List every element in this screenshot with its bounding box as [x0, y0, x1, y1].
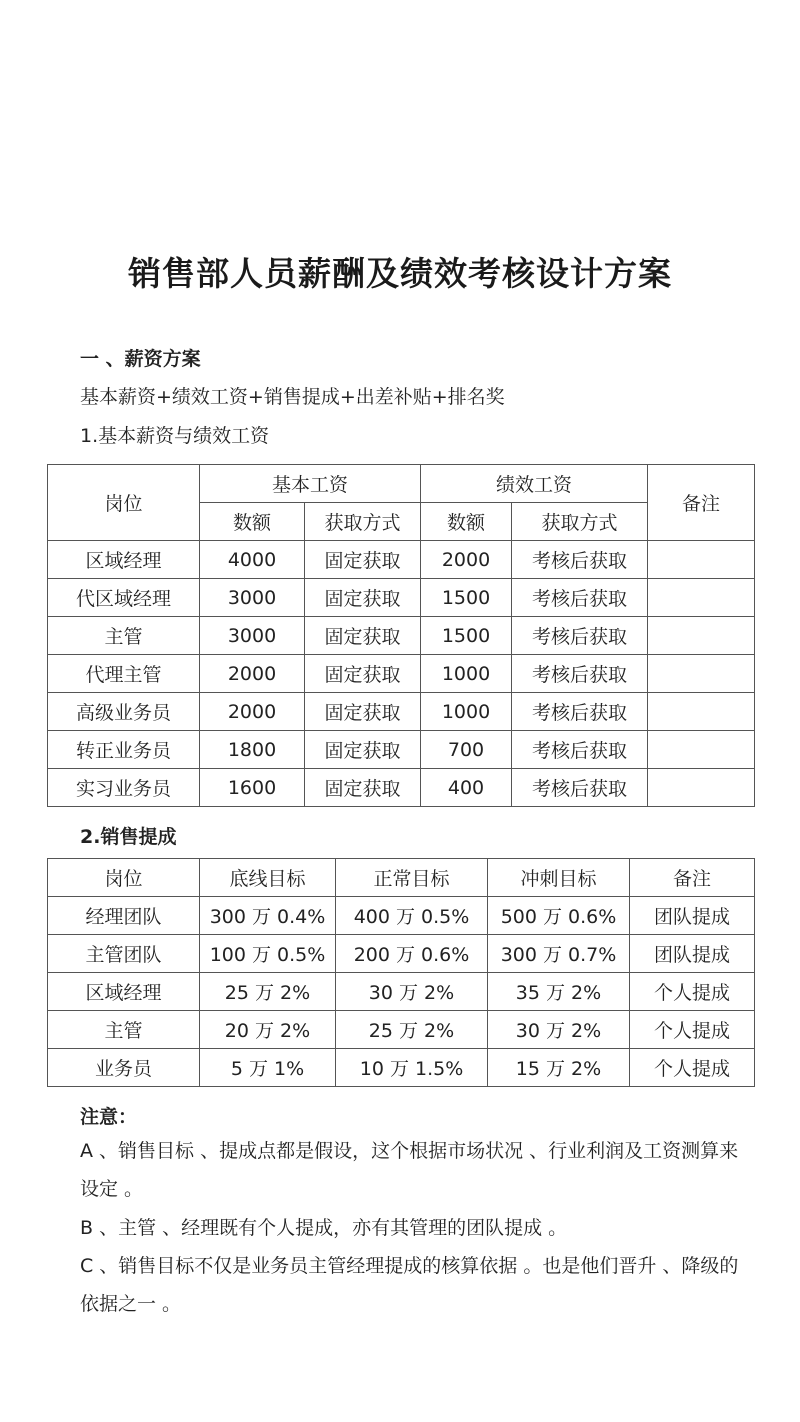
header-remarks: 备注: [648, 465, 755, 541]
cell-remarks: 个人提成: [630, 973, 755, 1011]
cell-normal-target: 30 万 2%: [336, 973, 488, 1011]
header-floor-target: 底线目标: [200, 859, 336, 897]
header-remarks: 备注: [630, 859, 755, 897]
table-row: [48, 897, 755, 935]
cell-base-amount: 3000: [200, 617, 305, 655]
table-row: [48, 541, 755, 579]
cell-position: 经理团队: [48, 897, 200, 935]
cell-position: 转正业务员: [48, 731, 200, 769]
cell-base-method: 固定获取: [305, 617, 421, 655]
cell-base-method: 固定获取: [305, 693, 421, 731]
cell-sprint-target: 300 万 0.7%: [488, 935, 630, 973]
header-performance-salary: 绩效工资: [421, 465, 648, 503]
cell-perf-method: 考核后获取: [512, 541, 648, 579]
header-base-salary: 基本工资: [200, 465, 421, 503]
cell-remarks: [648, 541, 755, 579]
cell-base-method: 固定获取: [305, 579, 421, 617]
cell-perf-method: 考核后获取: [512, 693, 648, 731]
header-perf-method: 获取方式: [512, 503, 648, 541]
cell-normal-target: 200 万 0.6%: [336, 935, 488, 973]
note-c: C 、销售目标不仅是业务员主管经理提成的核算依据 。也是他们晋升 、降级的依据之一 。: [80, 1255, 739, 1315]
cell-base-amount: 1800: [200, 731, 305, 769]
header-position: 岗位: [48, 465, 200, 541]
cell-base-amount: 2000: [200, 655, 305, 693]
header-base-method: 获取方式: [305, 503, 421, 541]
page-title: 销售部人员薪酬及绩效考核设计方案: [128, 254, 672, 293]
cell-perf-amount: 400: [421, 769, 512, 807]
note-b: B 、主管 、经理既有个人提成，亦有其管理的团队提成 。: [80, 1217, 568, 1239]
cell-remarks: 个人提成: [630, 1011, 755, 1049]
cell-base-method: 固定获取: [305, 655, 421, 693]
cell-sprint-target: 30 万 2%: [488, 1011, 630, 1049]
cell-remarks: 团队提成: [630, 935, 755, 973]
table-row: [48, 1011, 755, 1049]
cell-position: 主管: [48, 1011, 200, 1049]
cell-base-amount: 3000: [200, 579, 305, 617]
header-position: 岗位: [48, 859, 200, 897]
notes-heading: 注意：: [80, 1106, 138, 1128]
table-row: [48, 731, 755, 769]
cell-remarks: [648, 617, 755, 655]
table-row: [48, 655, 755, 693]
cell-perf-amount: 1000: [421, 693, 512, 731]
cell-base-amount: 1600: [200, 769, 305, 807]
cell-floor-target: 20 万 2%: [200, 1011, 336, 1049]
cell-perf-amount: 1500: [421, 617, 512, 655]
salary-formula: 基本薪资+绩效工资+销售提成+出差补贴+排名奖: [80, 386, 505, 408]
cell-position: 主管团队: [48, 935, 200, 973]
cell-position: 代区域经理: [48, 579, 200, 617]
cell-remarks: [648, 769, 755, 807]
cell-base-method: 固定获取: [305, 541, 421, 579]
table-row: [48, 973, 755, 1011]
cell-base-amount: 4000: [200, 541, 305, 579]
cell-position: 主管: [48, 617, 200, 655]
cell-perf-method: 考核后获取: [512, 731, 648, 769]
cell-sprint-target: 15 万 2%: [488, 1049, 630, 1087]
table-row: [48, 1049, 755, 1087]
cell-normal-target: 10 万 1.5%: [336, 1049, 488, 1087]
cell-sprint-target: 35 万 2%: [488, 973, 630, 1011]
cell-perf-method: 考核后获取: [512, 579, 648, 617]
cell-remarks: [648, 693, 755, 731]
table-row: [48, 769, 755, 807]
table-row: [48, 617, 755, 655]
section-heading-salary-plan: 一 、薪资方案: [80, 348, 201, 370]
cell-normal-target: 25 万 2%: [336, 1011, 488, 1049]
cell-position: 高级业务员: [48, 693, 200, 731]
cell-perf-amount: 2000: [421, 541, 512, 579]
header-perf-amount: 数额: [421, 503, 512, 541]
cell-position: 区域经理: [48, 541, 200, 579]
subheading-base-and-performance: 1.基本薪资与绩效工资: [80, 425, 270, 447]
cell-base-method: 固定获取: [305, 731, 421, 769]
cell-remarks: [648, 655, 755, 693]
cell-perf-amount: 700: [421, 731, 512, 769]
note-a: A 、销售目标 、提成点都是假设，这个根据市场状况 、行业利润及工资测算来设定 。: [80, 1140, 739, 1200]
cell-remarks: 个人提成: [630, 1049, 755, 1087]
cell-perf-amount: 1500: [421, 579, 512, 617]
base-performance-salary-table: [47, 464, 755, 807]
cell-sprint-target: 500 万 0.6%: [488, 897, 630, 935]
cell-position: 区域经理: [48, 973, 200, 1011]
header-normal-target: 正常目标: [336, 859, 488, 897]
cell-remarks: [648, 579, 755, 617]
cell-floor-target: 300 万 0.4%: [200, 897, 336, 935]
table-row: [48, 693, 755, 731]
cell-floor-target: 5 万 1%: [200, 1049, 336, 1087]
cell-normal-target: 400 万 0.5%: [336, 897, 488, 935]
header-sprint-target: 冲刺目标: [488, 859, 630, 897]
table-row: [48, 935, 755, 973]
subheading-sales-commission: 2.销售提成: [80, 826, 177, 848]
cell-remarks: 团队提成: [630, 897, 755, 935]
cell-position: 实习业务员: [48, 769, 200, 807]
table-row: [48, 579, 755, 617]
cell-perf-method: 考核后获取: [512, 769, 648, 807]
cell-base-method: 固定获取: [305, 769, 421, 807]
sales-commission-table: [47, 858, 755, 1087]
cell-position: 代理主管: [48, 655, 200, 693]
cell-remarks: [648, 731, 755, 769]
cell-base-amount: 2000: [200, 693, 305, 731]
cell-perf-method: 考核后获取: [512, 617, 648, 655]
cell-floor-target: 25 万 2%: [200, 973, 336, 1011]
cell-position: 业务员: [48, 1049, 200, 1087]
header-base-amount: 数额: [200, 503, 305, 541]
cell-floor-target: 100 万 0.5%: [200, 935, 336, 973]
cell-perf-method: 考核后获取: [512, 655, 648, 693]
cell-perf-amount: 1000: [421, 655, 512, 693]
